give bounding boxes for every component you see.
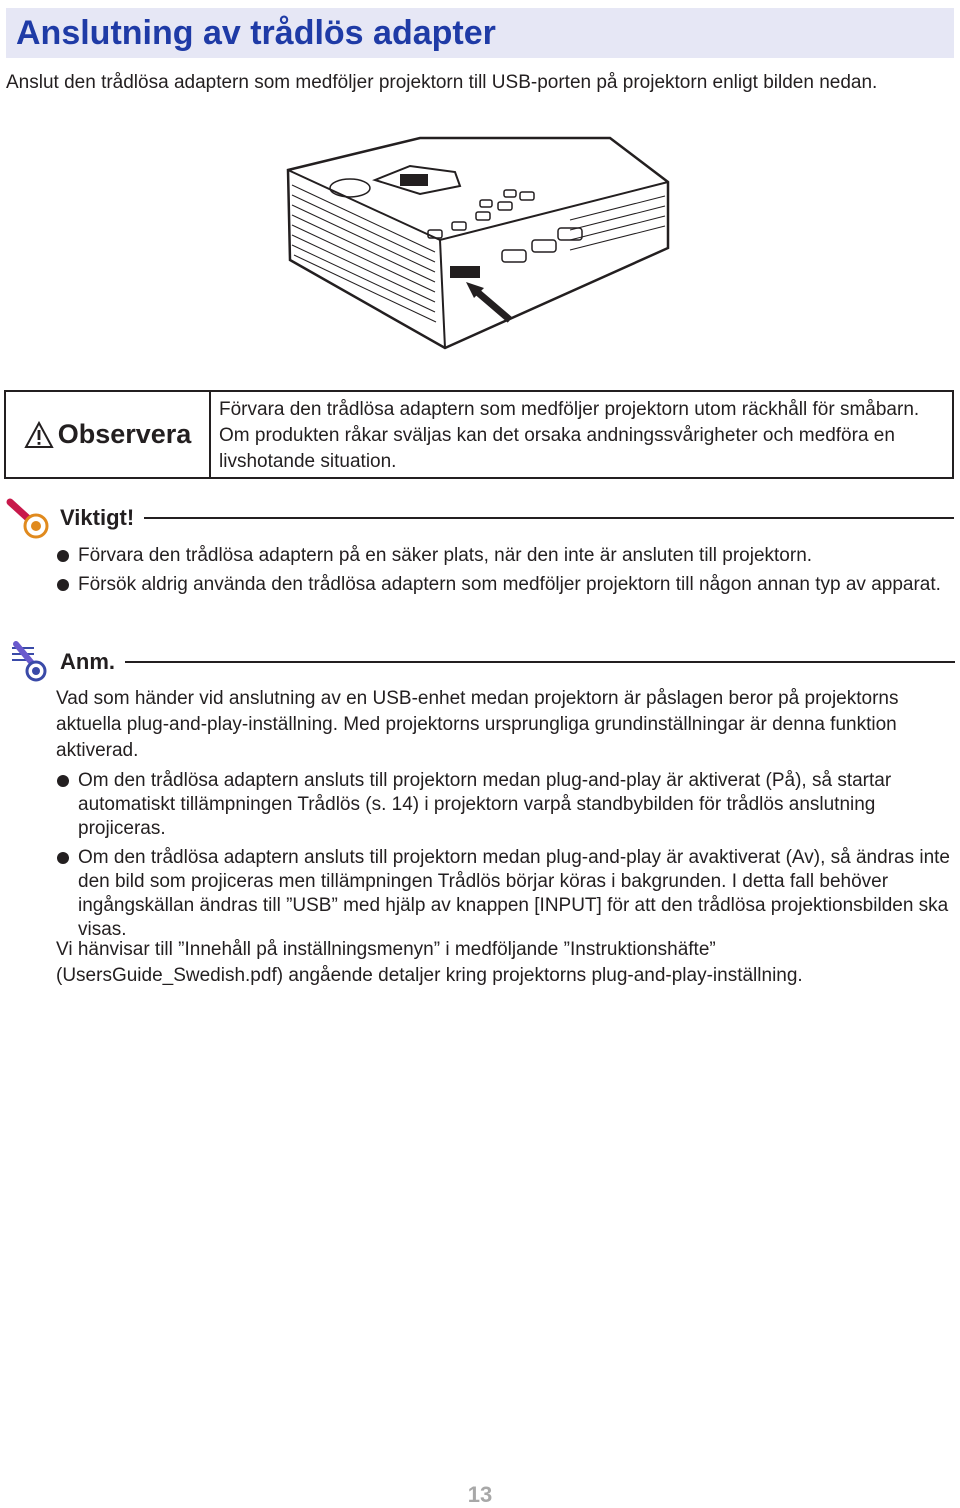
- important-list: [56, 544, 956, 602]
- bullet-icon: [57, 852, 69, 864]
- title-bar: [6, 8, 954, 58]
- observe-label: Observera: [57, 419, 192, 449]
- note-label: Anm.: [60, 649, 115, 674]
- observe-text: Förvara den trådlösa adaptern som medföljer projektorn utom räckhåll för småbarn. Om produkten råkar sväljas kan det orsaka andningssvårigheter och medföra en livshotande situation.: [219, 399, 920, 472]
- important-label: Viktigt!: [60, 505, 135, 530]
- list-item: Förvara den trådlösa adaptern på en säker plats, när den inte är ansluten till projektorn.: [56, 544, 956, 568]
- note-pencil-icon: [6, 640, 54, 684]
- bullet-icon: [57, 550, 69, 562]
- page-title: Anslutning av trådlös adapter: [16, 14, 496, 52]
- note-list: [56, 769, 956, 947]
- note-outro: Vi hänvisar till ”Innehåll på inställningsmenyn” i medföljande ”Instruktionshäfte” (UsersGuide_Swedish.pdf) angående detaljer kring projektorns plug-and-play-inställning.: [56, 939, 803, 986]
- note-header: [6, 640, 955, 684]
- list-item: Om den trådlösa adaptern ansluts till projektorn medan plug-and-play är aktiverat (På), så startar automatiskt tillämpningen Trådlös (s. 14) i projektorn varpå standbybilden för trådlös anslutning projiceras.: [56, 769, 956, 841]
- projector-illustration: [270, 130, 690, 360]
- note-intro: Vad som händer vid anslutning av en USB-enhet medan projektorn är påslagen beror på projektorns aktuella plug-and-play-inställning. Med projektorns ursprungliga grundinställningar är denna funktion aktiverad.: [56, 688, 899, 761]
- list-item: Försök aldrig använda den trådlösa adaptern som medföljer projektorn till någon annan typ av apparat.: [56, 573, 956, 597]
- important-pen-icon: [6, 496, 54, 540]
- warning-triangle-icon: [24, 421, 54, 449]
- bullet-icon: [57, 579, 69, 591]
- important-rule: [144, 517, 954, 519]
- bullet-icon: [57, 775, 69, 787]
- page-number: 13: [467, 1482, 493, 1507]
- observe-label-cell: [6, 392, 211, 477]
- note-rule: [125, 661, 955, 663]
- list-item: Om den trådlösa adaptern ansluts till projektorn medan plug-and-play är avaktiverat (Av), så ändras inte den bild som projiceras men tillämpningen Trådlös börjar köras i bakgrunden. I detta fall behöver ingångskällan ändras till ”USB” med hjälp av knappen [INPUT] för att den trådlösa projektionsbilden ska visas.: [56, 846, 956, 942]
- intro-text: Anslut den trådlösa adaptern som medföljer projektorn till USB-porten på projektorn enligt bilden nedan.: [6, 72, 878, 93]
- observe-box: [4, 390, 954, 479]
- important-header: [6, 496, 954, 540]
